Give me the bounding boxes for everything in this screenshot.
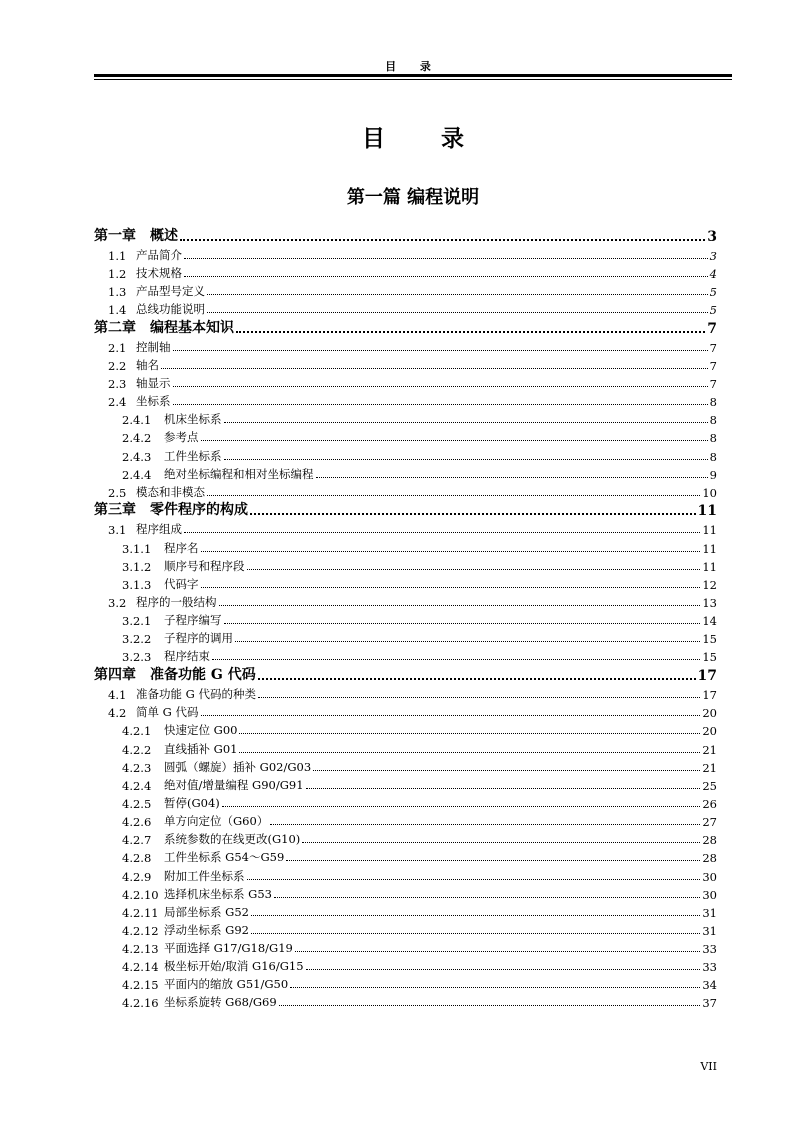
toc-entry-title: 平面内的缩放 G51/G50	[164, 977, 289, 992]
toc-entry-title: 代码字	[164, 576, 199, 591]
toc-entry-number: 4.2.7	[122, 833, 152, 848]
toc-entry-page: 7	[707, 320, 717, 337]
toc-entry-page: 5	[709, 303, 717, 318]
toc-entry-title: 产品简介	[136, 247, 182, 262]
toc-entry-number: 4.2.10	[122, 887, 159, 902]
toc-entry[interactable]	[94, 775, 717, 793]
toc-entry-number: 4.2.1	[122, 724, 152, 739]
dot-leader	[306, 969, 701, 970]
toc-entry-title: 暂停(G04)	[164, 795, 220, 810]
toc-entry-title: 附加工件坐标系	[164, 868, 245, 883]
toc-entry-number: 4.2.16	[122, 996, 159, 1011]
toc-entry[interactable]	[94, 829, 717, 847]
toc-entry-title: 机床坐标系	[164, 412, 222, 427]
toc-entry-title: 绝对坐标编程和相对坐标编程	[164, 466, 314, 481]
toc-entry[interactable]	[94, 464, 717, 482]
toc-entry[interactable]	[94, 574, 717, 592]
toc-entry-page: 30	[702, 869, 717, 884]
dot-leader	[184, 276, 708, 277]
toc-entry[interactable]	[94, 556, 717, 574]
dot-leader	[224, 459, 708, 460]
toc-entry-page: 20	[702, 724, 717, 739]
toc-entry[interactable]	[94, 664, 717, 684]
dot-leader	[201, 587, 701, 588]
toc-entry-title: 概述	[150, 227, 178, 244]
toc-entry-number: 2.4	[108, 395, 127, 410]
toc-entry[interactable]	[94, 974, 717, 992]
dot-leader	[236, 331, 705, 333]
toc-entry-title: 程序组成	[136, 522, 182, 537]
toc-entry[interactable]	[94, 811, 717, 829]
toc-entry-title: 工件坐标系 G54～G59	[164, 850, 285, 865]
toc-entry-number: 3.2	[108, 596, 127, 611]
dot-leader	[247, 879, 701, 880]
toc-entry-number: 4.2.3	[122, 760, 152, 775]
toc-entry-number: 4.1	[108, 688, 127, 703]
toc-entry-page: 34	[702, 978, 717, 993]
toc-entry-title: 快速定位 G00	[164, 723, 238, 738]
toc-entry[interactable]	[94, 225, 717, 245]
toc-entry-number: 2.1	[108, 340, 127, 355]
toc-entry-title: 程序结束	[164, 649, 210, 664]
toc-entry-number: 3.2.3	[122, 650, 152, 665]
toc-entry-number: 2.3	[108, 376, 127, 391]
toc-entry-title: 局部坐标系 G52	[164, 904, 249, 919]
toc-entry[interactable]	[94, 684, 717, 702]
toc-entry-title: 浮动坐标系 G92	[164, 922, 249, 937]
toc-entry[interactable]	[94, 537, 717, 555]
toc-entry-title: 子程序编写	[164, 613, 222, 628]
page-number: VII	[700, 1060, 717, 1073]
toc-entry-title: 直线插补 G01	[164, 741, 238, 756]
toc-entry-number: 2.4.3	[122, 449, 152, 464]
toc-entry-number: 3.1	[108, 523, 127, 538]
dot-leader	[222, 806, 701, 807]
toc-entry-title: 模态和非模态	[136, 484, 205, 499]
toc-entry[interactable]	[94, 628, 717, 646]
toc-entry-page: 3	[709, 248, 717, 263]
toc-entry-number: 2.2	[108, 358, 127, 373]
toc-entry-title: 控制轴	[136, 339, 171, 354]
toc-entry[interactable]	[94, 391, 717, 409]
toc-entry-page: 7	[709, 340, 717, 355]
toc-entry[interactable]	[94, 445, 717, 463]
part-title: 第一篇 编程说明	[346, 187, 480, 208]
dot-leader	[224, 422, 708, 423]
toc-entry-number: 4.2.6	[122, 815, 152, 830]
toc-entry-title: 绝对值/增量编程 G90/G91	[164, 777, 304, 792]
toc-entry[interactable]	[94, 409, 717, 427]
toc-entry-number: 4.2.15	[122, 978, 159, 993]
toc-entry-number: 4.2.8	[122, 851, 152, 866]
toc-entry-number: 第三章	[94, 502, 136, 519]
toc-entry-page: 11	[702, 559, 717, 574]
toc-entry[interactable]	[94, 299, 717, 317]
toc-entry-title: 圆弧（螺旋）插补 G02/G03	[164, 759, 312, 774]
toc-entry-page: 17	[697, 667, 717, 684]
page-title: 目 录	[361, 125, 488, 152]
dot-leader	[295, 951, 700, 952]
toc-entry-page: 30	[702, 887, 717, 902]
toc-entry-number: 第一章	[94, 227, 136, 244]
dot-leader	[270, 824, 700, 825]
toc-entry-title: 程序名	[164, 540, 199, 555]
dot-leader	[207, 495, 700, 496]
toc-entry[interactable]	[94, 884, 717, 902]
toc-entry-page: 12	[702, 577, 717, 592]
toc-entry-title: 轴显示	[136, 375, 171, 390]
toc-entry[interactable]	[94, 245, 717, 263]
toc-entry-page: 21	[702, 742, 717, 757]
toc-entry-page: 15	[702, 632, 717, 647]
dot-leader	[290, 987, 700, 988]
dot-leader	[235, 641, 700, 642]
dot-leader	[258, 678, 696, 680]
toc-entry[interactable]	[94, 482, 717, 500]
dot-leader	[161, 368, 708, 369]
toc-entry-page: 37	[702, 996, 717, 1011]
toc-entry-title: 极坐标开始/取消 G16/G15	[164, 959, 304, 974]
toc-entry[interactable]	[94, 865, 717, 883]
toc-entry-page: 31	[702, 923, 717, 938]
toc-entry-title: 选择机床坐标系 G53	[164, 886, 272, 901]
toc-entry-number: 4.2	[108, 706, 127, 721]
dot-leader	[251, 933, 700, 934]
toc-entry-page: 9	[709, 467, 717, 482]
dot-leader	[201, 440, 708, 441]
toc-entry-number: 3.2.1	[122, 614, 152, 629]
toc-entry-title: 技术规格	[136, 265, 182, 280]
dot-leader	[184, 258, 708, 259]
toc-entry-page: 26	[702, 796, 717, 811]
toc-entry-page: 20	[702, 706, 717, 721]
dot-leader	[313, 770, 700, 771]
dot-leader	[184, 532, 700, 533]
toc-entry-page: 8	[709, 413, 717, 428]
toc-entry-page: 21	[702, 760, 717, 775]
toc-entry-number: 1.1	[108, 248, 127, 263]
toc-entry-page: 15	[702, 650, 717, 665]
toc-entry-title: 平面选择 G17/G18/G19	[164, 941, 293, 956]
toc-entry-page: 8	[709, 431, 717, 446]
table-of-contents	[94, 225, 717, 1010]
toc-entry[interactable]	[94, 427, 717, 445]
header-rule-thick	[94, 74, 732, 77]
header-rule-thin	[94, 79, 732, 80]
toc-entry-title: 简单 G 代码	[136, 705, 199, 720]
toc-entry-page: 3	[707, 228, 717, 245]
toc-entry-page: 13	[702, 596, 717, 611]
toc-entry-page: 28	[702, 833, 717, 848]
toc-entry[interactable]	[94, 757, 717, 775]
toc-entry-page: 7	[709, 376, 717, 391]
toc-entry-title: 总线功能说明	[136, 302, 205, 317]
toc-entry-page: 17	[702, 688, 717, 703]
toc-entry-number: 2.4.2	[122, 431, 152, 446]
dot-leader	[316, 477, 708, 478]
toc-entry-title: 编程基本知识	[150, 319, 234, 336]
dot-leader	[201, 715, 701, 716]
toc-entry-title: 坐标系	[136, 394, 171, 409]
dot-leader	[173, 350, 708, 351]
toc-entry[interactable]	[94, 610, 717, 628]
toc-entry[interactable]	[94, 592, 717, 610]
toc-entry-title: 系统参数的在线更改(G10)	[164, 832, 301, 847]
toc-entry[interactable]	[94, 992, 717, 1010]
dot-leader	[201, 551, 701, 552]
dot-leader	[180, 239, 705, 241]
toc-entry-number: 1.4	[108, 303, 127, 318]
dot-leader	[239, 752, 700, 753]
dot-leader	[250, 513, 696, 515]
toc-entry-title: 坐标系旋转 G68/G69	[164, 995, 277, 1010]
toc-entry-title: 程序的一般结构	[136, 595, 217, 610]
toc-entry-page: 5	[709, 284, 717, 299]
dot-leader	[207, 312, 708, 313]
toc-entry-title: 准备功能 G 代码	[150, 666, 256, 683]
toc-entry-number: 4.2.5	[122, 796, 152, 811]
toc-entry-page: 10	[702, 485, 717, 500]
dot-leader	[207, 294, 708, 295]
toc-entry-page: 31	[702, 905, 717, 920]
dot-leader	[258, 697, 700, 698]
toc-entry-number: 3.2.2	[122, 632, 152, 647]
toc-entry-title: 参考点	[164, 430, 199, 445]
toc-entry-number: 第二章	[94, 319, 136, 336]
toc-entry-title: 子程序的调用	[164, 631, 233, 646]
toc-entry-number: 3.1.2	[122, 559, 152, 574]
dot-leader	[306, 788, 701, 789]
running-header: 目 录	[385, 60, 441, 73]
toc-entry-page: 11	[702, 523, 717, 538]
toc-entry[interactable]	[94, 646, 717, 664]
dot-leader	[224, 623, 701, 624]
toc-entry-page: 25	[702, 778, 717, 793]
toc-entry[interactable]	[94, 920, 717, 938]
toc-entry-title: 准备功能 G 代码的种类	[136, 687, 256, 702]
toc-entry-number: 4.2.12	[122, 923, 159, 938]
toc-entry[interactable]	[94, 720, 717, 738]
dot-leader	[302, 842, 700, 843]
toc-entry-number: 4.2.13	[122, 942, 159, 957]
toc-entry-number: 2.4.4	[122, 467, 152, 482]
toc-entry-page: 33	[702, 960, 717, 975]
toc-entry[interactable]	[94, 337, 717, 355]
toc-entry-page: 33	[702, 942, 717, 957]
toc-entry[interactable]	[94, 956, 717, 974]
dot-leader	[212, 659, 700, 660]
toc-entry-number: 第四章	[94, 666, 136, 683]
toc-entry-number: 1.2	[108, 266, 127, 281]
toc-entry[interactable]	[94, 902, 717, 920]
toc-entry-number: 4.2.11	[122, 905, 159, 920]
toc-entry-title: 产品型号定义	[136, 283, 205, 298]
toc-entry-page: 8	[709, 395, 717, 410]
dot-leader	[173, 386, 708, 387]
toc-entry-page: 11	[702, 541, 717, 556]
dot-leader	[173, 404, 708, 405]
dot-leader	[219, 605, 701, 606]
toc-entry-title: 工件坐标系	[164, 448, 222, 463]
dot-leader	[279, 1005, 701, 1006]
toc-entry-number: 2.5	[108, 485, 127, 500]
toc-entry-number: 4.2.2	[122, 742, 152, 757]
dot-leader	[274, 897, 700, 898]
toc-entry-page: 8	[709, 449, 717, 464]
toc-entry-number: 3.1.3	[122, 577, 152, 592]
toc-entry[interactable]	[94, 938, 717, 956]
dot-leader	[239, 733, 700, 734]
dot-leader	[247, 569, 701, 570]
toc-entry-page: 27	[702, 815, 717, 830]
toc-entry[interactable]	[94, 263, 717, 281]
toc-entry-page: 14	[702, 614, 717, 629]
toc-entry-title: 轴名	[136, 357, 159, 372]
toc-entry[interactable]	[94, 519, 717, 537]
toc-entry-title: 顺序号和程序段	[164, 558, 245, 573]
dot-leader	[286, 860, 700, 861]
toc-entry-number: 4.2.9	[122, 869, 152, 884]
toc-entry-number: 4.2.14	[122, 960, 159, 975]
toc-entry[interactable]	[94, 373, 717, 391]
toc-entry[interactable]	[94, 793, 717, 811]
toc-entry-number: 4.2.4	[122, 778, 152, 793]
toc-entry-title: 零件程序的构成	[150, 502, 248, 519]
toc-entry-number: 2.4.1	[122, 413, 152, 428]
toc-entry-page: 7	[709, 358, 717, 373]
toc-entry-page: 11	[697, 503, 717, 520]
dot-leader	[251, 915, 700, 916]
toc-entry-number: 3.1.1	[122, 541, 152, 556]
toc-entry[interactable]	[94, 702, 717, 720]
toc-entry-page: 4	[709, 266, 717, 281]
toc-entry[interactable]	[94, 847, 717, 865]
toc-entry[interactable]	[94, 738, 717, 756]
toc-entry-page: 28	[702, 851, 717, 866]
toc-entry[interactable]	[94, 317, 717, 337]
toc-entry-number: 1.3	[108, 284, 127, 299]
toc-entry[interactable]	[94, 355, 717, 373]
toc-entry[interactable]	[94, 500, 717, 520]
toc-entry[interactable]	[94, 281, 717, 299]
toc-entry-title: 单方向定位（G60）	[164, 814, 269, 829]
